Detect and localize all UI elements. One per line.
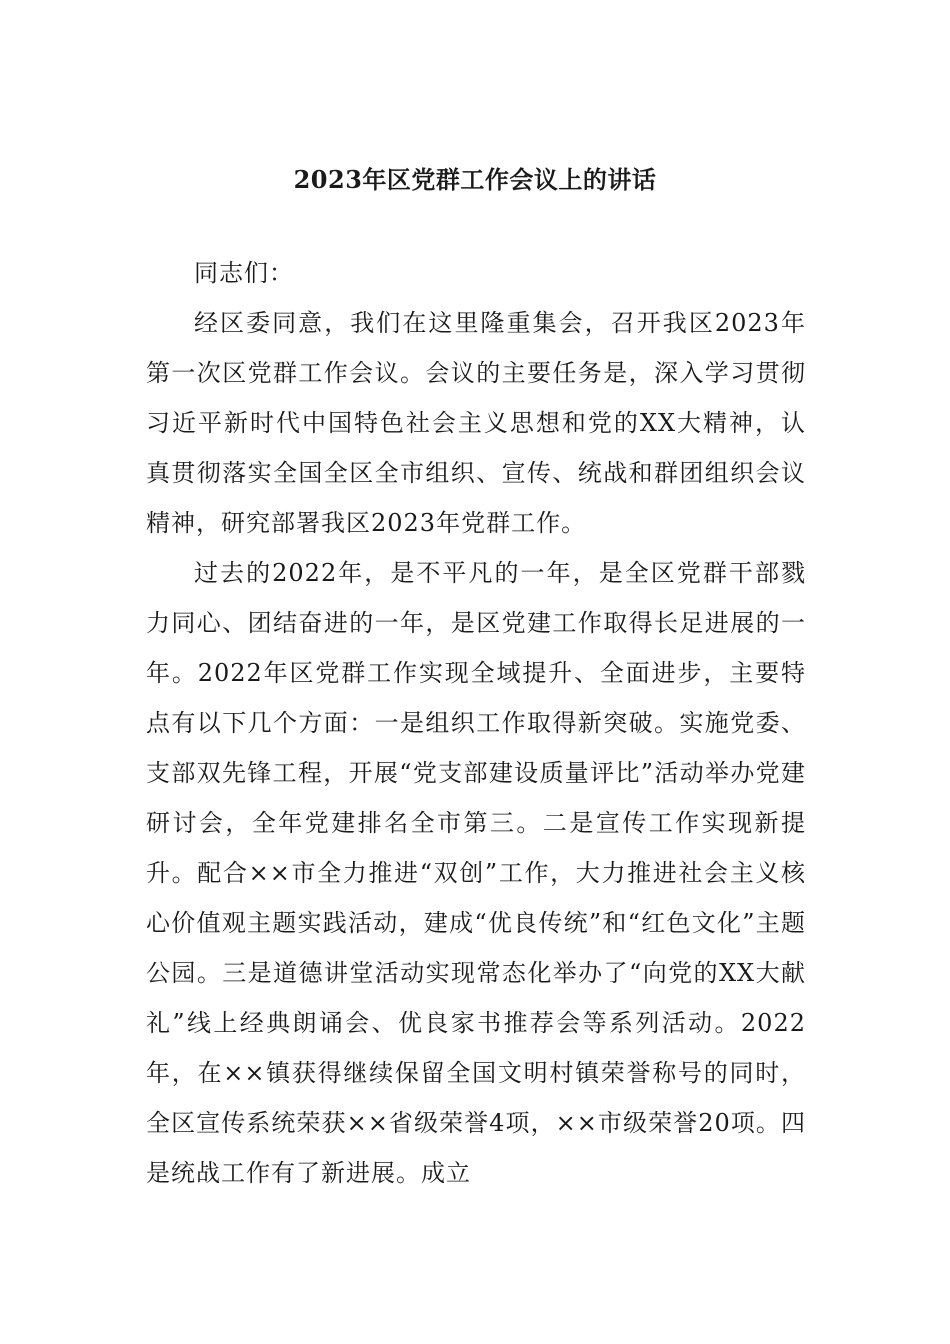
document-body	[146, 248, 806, 1198]
paragraph-intro: 经区委同意，我们在这里隆重集会，召开我区2023年第一次区党群工作会议。会议的主要任务是，深入学习贯彻习近平新时代中国特色社会主义思想和党的XX大精神，认真贯彻落实全国全区全市组织、宣传、统战和群团组织会议精神，研究部署我区2023年党群工作。	[146, 309, 806, 537]
paragraph-review: 过去的2022年，是不平凡的一年，是全区党群干部戮力同心、团结奋进的一年，是区党建工作取得长足进展的一年。2022年区党群工作实现全域提升、全面进步，主要特点有以下几个方面：一是组织工作取得新突破。实施党委、支部双先锋工程，开展“党支部建设质量评比”活动举办党建研讨会，全年党建排名全市第三。二是宣传工作实现新提升。配合××市全力推进“双创”工作，大力推进社会主义核心价值观主题实践活动，建成“优良传统”和“红色文化”主题公园。三是道德讲堂活动实现常态化举办了“向党的XX大献礼”线上经典朗诵会、优良家书推荐会等系列活动。2022年，在××镇获得继续保留全国文明村镇荣誉称号的同时，全区宣传系统荣获××省级荣誉4项，××市级荣誉20项。四是统战工作有了新进展。成立	[146, 559, 806, 1187]
salutation: 同志们：	[194, 259, 294, 287]
document-title: 2023年区党群工作会议上的讲话	[293, 165, 657, 194]
